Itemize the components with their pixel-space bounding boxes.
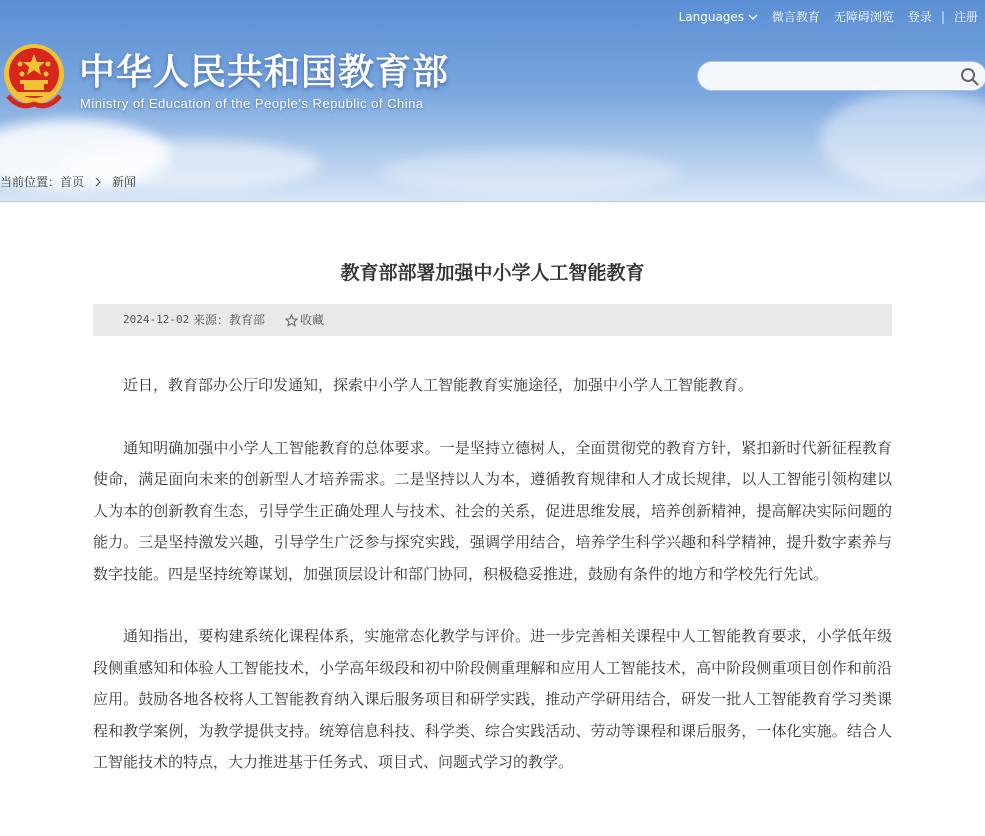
article-body (93, 370, 892, 810)
search-input[interactable] (712, 67, 946, 87)
chevron-right-icon (94, 177, 102, 187)
weiyan-link[interactable]: 微言教育 (771, 10, 820, 24)
breadcrumb-prefix: 当前位置： (0, 175, 61, 189)
breadcrumb (0, 173, 140, 190)
languages-menu[interactable]: Languages (679, 10, 758, 24)
register-link[interactable]: 注册 (953, 10, 978, 24)
breadcrumb-current[interactable]: 新闻 (112, 175, 137, 189)
favorite-button[interactable] (285, 304, 324, 336)
article-title: 教育部部署加强中小学人工智能教育 (340, 262, 645, 284)
publish-date: 2024-12-02 (123, 313, 190, 326)
nav-divider: | (940, 9, 945, 24)
chevron-down-icon (748, 13, 758, 21)
article-paragraph: 近日，教育部办公厅印发通知，探索中小学人工智能教育实施途径，加强中小学人工智能教育。 (123, 376, 754, 394)
national-emblem-icon[interactable] (0, 40, 64, 112)
breadcrumb-home[interactable]: 首页 (60, 175, 85, 189)
article-paragraph: 通知指出，要构建系统化课程体系，实施常态化教学与评价。进一步完善相关课程中人工智能教育要求，小学低年级段侧重感知和体验人工智能技术，小学高年级段和初中阶段侧重理解和应用人工智能技术，高中阶段侧重项目创作和前沿应用。鼓励各地各校将人工智能教育纳入课后服务项目和研学实践，推动产学研用结合，研发一批人工智能教育学习类课程和教学案例，为教学提供支持。统筹信息科技、科学类、综合实践活动、劳动等课程和课后服务，一体化实施。结合人工智能技术的特点，大力推进基于任务式、项目式、问题式学习的教学。 (93, 627, 892, 771)
search-icon[interactable] (960, 67, 980, 87)
site-header (0, 0, 985, 202)
accessible-browse-link[interactable]: 无障碍浏览 (833, 10, 894, 24)
article-source: 来源：教育部 (193, 313, 266, 327)
favorite-label: 收藏 (300, 313, 325, 327)
site-subtitle: Ministry of Education of the People's Republic of China (80, 96, 424, 111)
site-title[interactable]: 中华人民共和国教育部 (79, 52, 450, 93)
search-box (697, 61, 985, 91)
article-meta-bar (93, 304, 892, 336)
article-paragraph: 通知明确加强中小学人工智能教育的总体要求。一是坚持立德树人，全面贯彻党的教育方针，紧扣新时代新征程教育使命，满足面向未来的创新型人才培养需求。二是坚持以人为本，遵循教育规律和人才成长规律，以人工智能引领构建以人为本的创新教育生态，引导学生正确处理人与技术、社会的关系，促进思维发展，培养创新精神，提高解决实际问题的能力。三是坚持激发兴趣，引导学生广泛参与探究实践，强调学用结合，培养学生科学兴趣和科学精神，提升数字素养与数字技能。四是坚持统筹谋划，加强顶层设计和部门协同，积极稳妥推进，鼓励有条件的地方和学校先行先试。 (93, 438, 892, 583)
star-icon (285, 314, 298, 327)
login-link[interactable]: 登录 (907, 10, 932, 24)
top-navigation (672, 8, 985, 25)
